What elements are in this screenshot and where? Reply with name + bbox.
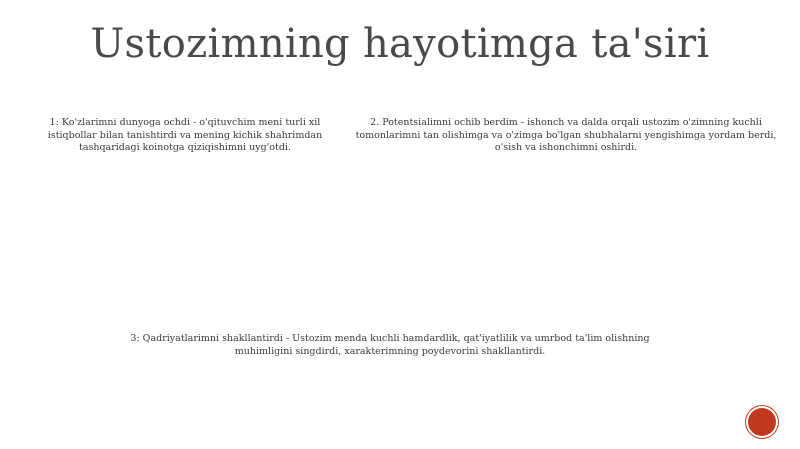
slide-title: Ustozimning hayotimga ta'siri [90,21,710,67]
point-2-text: 2. Potentsialimni ochib berdim - ishonch va dalda orqali ustozim o'zimning kuchli tomonlarimni tan olishimga va o'zimga bo'lgan shubhalarni yengishimga yordam berdi, o'sish va ishonchimni oshirdi. [355,117,777,153]
point-1-text: 1: Ko'zlarimni dunyoga ochdi - o'qituvchim meni turli xil istiqbollar bilan tanishtirdi va mening kichik shahrimdan tashqaridagi koinotga qiziqishimni uyg'otdi. [47,117,323,153]
point-3-text: 3: Qadriyatlarimni shakllantirdi - Ustozim menda kuchli hamdardlik, qat'iyatlilik va umrbod ta'lim olishning muhimligini singdirdi, xarakterimning poydevorini shakllantirdi. [130,333,650,357]
next-slide-circle-icon[interactable] [748,408,776,436]
